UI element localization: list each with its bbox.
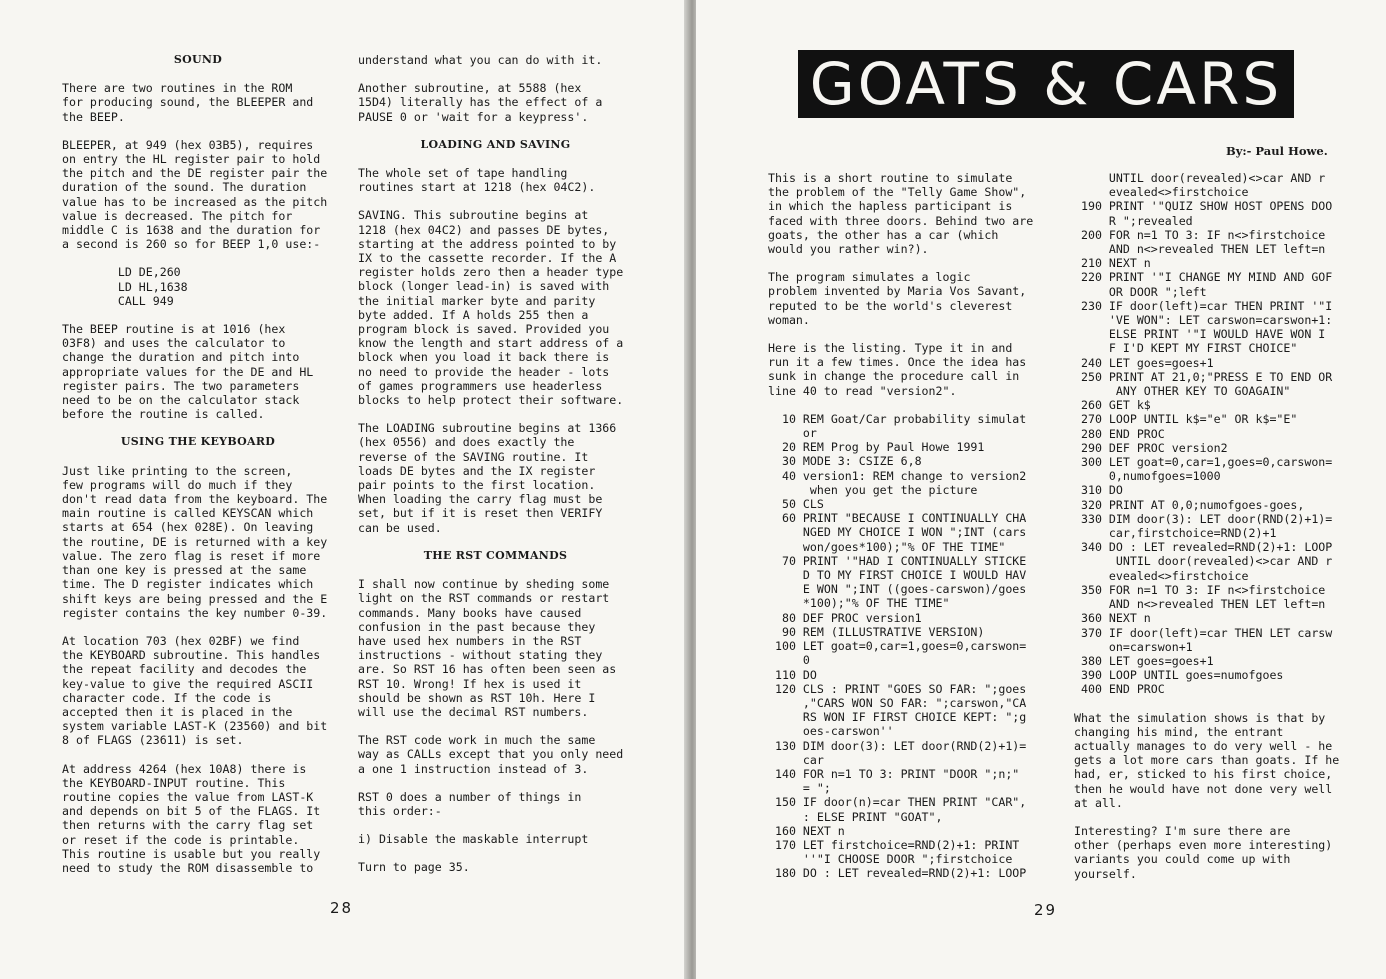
code-listing: 10 REM Goat/Car probability simulat or 20 REM Prog by Paul Howe 1991 30 MODE 3: CSIZE 6,8 40 version1: REM change to version2 when you get the picture 50 CLS 60 PRINT "BECAUSE I CONTINUALLY CHA NGED MY CHOICE I WON ";INT (cars won/goes*100);"% OF THE TIME" 70 PRINT '"HAD I CONTINUALLY STICKE D TO MY FIRST CHOICE I WOULD HAV E WON ";INT ((goes-carswon)/goes *100);"% OF THE TIME" 80 DEF PROC version1 90 REM (ILLUSTRATIVE VERSION) 100 LET goat=0,car=1,goes=0,carswon= 0 110 DO 120 CLS : PRINT "GOES SO FAR: ";goes ,"CARS WON SO FAR: ";carswon,"CA RS WON IF FIRST CHOICE KEPT: ";g oes-carswon'' 130 DIM door(3): LET door(RND(2)+1)= car 140 FOR n=1 TO 3: PRINT "DOOR ";n;" = "; 150 IF door(n)=car THEN PRINT "CAR", : ELSE PRINT "GOAT", 160 NEXT n 170 LET firstchoice=RND(2)+1: PRINT ''"I CHOOSE DOOR ";firstchoice 180 DO : LET revealed=RND(2)+1: LOOP [774, 411, 1027, 881]
paragraph: The BEEP routine is at 1016 (hex 03F8) and uses the calculator to change the duration and pitch into appropriate values for the DE and HL register pairs. The two parameters need to be on the calculator stack before the routine is called. [62, 322, 314, 422]
code-listing: UNTIL door(revealed)<>car AND r evealed<>firstchoice 190 PRINT '"QUIZ SHOW HOST OPENS DOO R ";revealed 200 FOR n=1 TO 3: IF n<>firstchoice AND n<>revealed THEN LET left=n 210 NEXT n 220 PRINT '"I CHANGE MY MIND AND GOF OR DOOR ";left 230 IF door(left)=car THEN PRINT '"I 'VE WON": LET carswon=carswon+1: ELSE PRINT '"I WOULD HAVE WON I F I'D KEPT MY FIRST CHOICE" 240 LET goes=goes+1 250 PRINT AT 21,0;"PRESS E TO END OR ANY OTHER KEY TO GOAGAIN" 260 GET k$ 270 LOOP UNTIL k$="e" OR k$="E" 280 END PROC 290 DEF PROC version2 300 LET goat=0,car=1,goes=0,carswon= 0,numofgoes=1000 310 DO 320 PRINT AT 0,0;numofgoes-goes, 330 DIM door(3): LET door(RND(2)+1)= car,firstchoice=RND(2)+1 340 DO : LET revealed=RND(2)+1: LOOP UNTIL door(revealed)<>car AND r evealed<>firstchoice 350 FOR n=1 TO 3: IF n<>firstchoice AND n<>revealed THEN LET left=n 360 NEXT n 370 IF door(left)=car THEN LET carsw on=carswon+1 380 LET goes=goes+1 390 LOOP UNTIL goes=numofgoes 400 END PROC [1080, 171, 1333, 697]
left-page [0, 0, 688, 979]
paragraph: Just like printing to the screen, few programs will do much if they don't read data from the keyboard. The main routine is called KEYSCAN which starts at 654 (hex 028E). On leaving the routine, DE is returned with a key value. The zero flag is reset if more than one key is pressed at the same time. The D register indicates which shift keys are being pressed and the E register contains the key number 0-39. [62, 463, 328, 620]
paragraph: The whole set of tape handling routines start at 1218 (hex 04C2). [358, 166, 596, 195]
section-heading: SOUND [173, 53, 223, 66]
author-byline: By:- Paul Howe. [1226, 144, 1328, 158]
code-listing: LD DE,260 LD HL,1638 CALL 949 [117, 265, 188, 308]
paragraph: Another subroutine, at 5588 (hex 15D4) literally has the effect of a PAUSE 0 or 'wait for a keypress'. [358, 81, 603, 124]
paragraph: This is a short routine to simulate the problem of the "Telly Game Show", in which the hapless participant is faced with three doors. Behind two are goats, the other has a car (which would you rather win?). [768, 171, 1034, 257]
right-page-column-2 [1074, 171, 1340, 895]
paragraph: There are two routines in the ROM for producing sound, the BLEEPER and the BEEP. [62, 81, 314, 124]
section-heading: USING THE KEYBOARD [120, 435, 276, 449]
paragraph: Turn to page 35. [358, 860, 470, 875]
paragraph: At location 703 (hex 02BF) we find the KEYBOARD subroutine. This handles the repeat facility and decodes the key-value to give the required ASCII character code. If the code is accepted then it is placed in the system variable LAST-K (23560) and bit 8 of FLAGS (23611) is set. [62, 633, 328, 748]
right-page [696, 0, 1386, 979]
section-heading: THE RST COMMANDS [423, 548, 568, 562]
paragraph: The RST code work in much the same way as CALLs except that you only need a one 1 instruction instead of 3. [358, 733, 624, 776]
paragraph: i) Disable the maskable interrupt [358, 832, 589, 847]
left-page-column-1 [62, 53, 334, 889]
paragraph: Interesting? I'm sure there are other (perhaps even more interesting) variants you could come up with yourself. [1074, 823, 1333, 881]
left-page-column-2 [358, 53, 633, 889]
paragraph: BLEEPER, at 949 (hex 03B5), requires on entry the HL register pair to hold the pitch and the DE register pair the duration of the sound. The duration value has to be increased as the pitch value is decreased. The pitch for middle C is 1638 and the duration for a second is 260 so for BEEP 1,0 use:- [62, 137, 328, 252]
section-heading: LOADING AND SAVING [420, 137, 571, 151]
paragraph: RST 0 does a number of things in this order:- [358, 789, 582, 818]
paragraph: What the simulation shows is that by changing his mind, the entrant actually manages to do very well - he gets a lot more cars than goats. If he had, er, sticked to his first choice, then he would have not done very well at all. [1074, 710, 1340, 810]
paragraph: understand what you can do with it. [358, 53, 603, 67]
paragraph: At address 4264 (hex 10A8) there is the KEYBOARD-INPUT routine. This routine copies the value from LAST-K and depends on bit 5 of the FLAGS. It then returns with the carry flag set or reset if the code is printable. This routine is usable but you really need to study the ROM disassemble to [62, 761, 321, 875]
paragraph: The LOADING subroutine begins at 1366 (hex 0556) and does exactly the reverse of the SAVING routine. It loads DE bytes and the IX register pair points to the first location. When loading the carry flag must be set, but if it is reset then VERIFY can be used. [358, 421, 617, 535]
page-number-left: 28 [330, 899, 354, 917]
paragraph: SAVING. This subroutine begins at 1218 (hex 04C2) and passes DE bytes, starting at the address pointed to by IX to the cassette recorder. If the A register holds zero then a header type block (longer lead-in) is saved with the initial marker byte and parity byte added. If A holds 255 then a program block is saved. Provided you know the length and start address of a block when you load it back there is no need to provide the header - lots of games programmers use headerless blocks to help protect their software. [358, 208, 624, 408]
paragraph: The program simulates a logic problem invented by Maria Vos Savant, reputed to be the world's cleverest woman. [768, 270, 1027, 327]
paragraph: I shall now continue by sheding some light on the RST commands or restart commands. Many books have caused confusion in the past because they have used hex numbers in the RST instructions - without stating they are. So RST 16 has often been seen as RST 10. Wrong! If hex is used it should be shown as RST 10h. Here I will use the decimal RST numbers. [358, 577, 617, 719]
article-title-banner: GOATS & CARS [798, 50, 1294, 118]
page-number-right: 29 [1034, 901, 1058, 919]
right-page-column-1 [768, 171, 1038, 895]
paragraph: Here is the listing. Type it in and run it a few times. Once the idea has sunk in change the procedure call in line 40 to read "version2". [768, 341, 1027, 398]
